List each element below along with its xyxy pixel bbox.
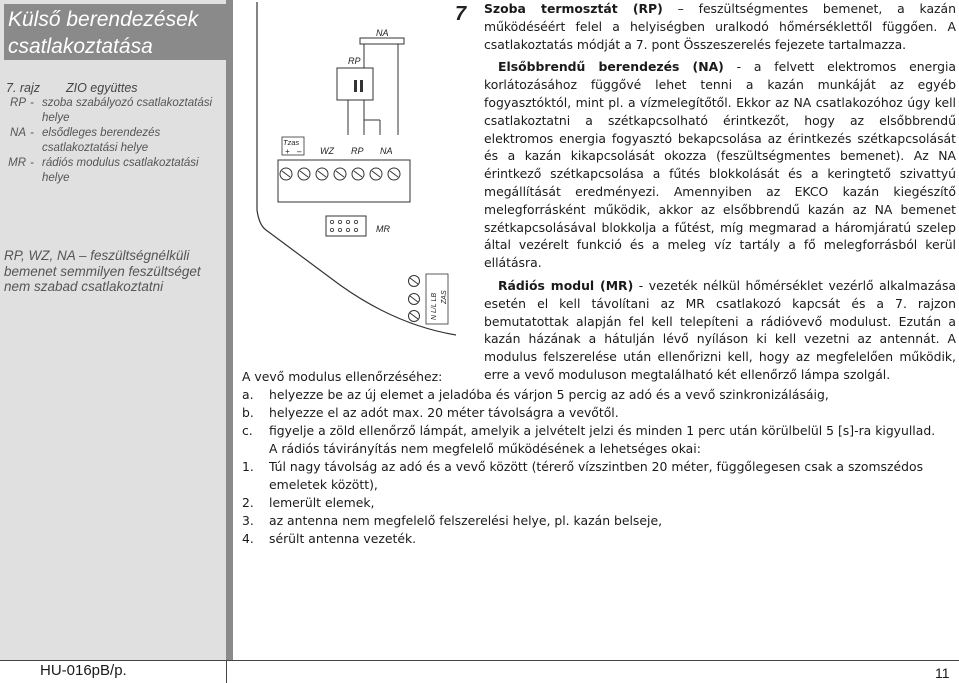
legend-item [4, 156, 224, 186]
list-item [242, 494, 956, 512]
na-connector [360, 38, 404, 44]
priority-device-text: - a felvett elektromos energia korlátozásához függővé lehet tenni a kazán munkáját az egyéb fogyasztóktól, mint pl. a vízmelegítőtől. Ekkor az NA csatlakozóhoz úgy kell csatlakoztatni a szétkapcsolható érintkezőt, hogy az elsőbbrendű elektromos energia fogyasztó bekapcsolása az érintkezés szétkapcsolását és a kazán kikapcsolását okozza (feszültségmentes bemenet). Az NA érintkező szétkapcsolása a fűtés blokkolását és a keringtető szivattyú megállítását eredményezi. Amennyiben az EKCO kazán kiegészítő melegforrásként működik, akkor az elsőbbrendű kazán az NA bemenet szétkapcsolásával blokkolja a fűtést, míg megmarad a háromjáratú szelep által vezérelt funkció és a meleg víz tartály a fő melegforrásból kerül ellátásra. [484, 59, 956, 271]
footer-rule [0, 660, 959, 661]
list-marker: a. [242, 387, 254, 402]
sidebar [0, 0, 226, 660]
receiver-check-section [242, 368, 956, 548]
na-terminal-label: NA [380, 146, 393, 156]
legend-dash: - [30, 157, 34, 169]
list-text: helyezze be az új elemet a jeladóba és várjon 5 percig az adó és a vevő szinkronizálásáig, [269, 387, 829, 402]
list-item [242, 386, 956, 404]
list-marker: 3. [242, 513, 254, 528]
rp-top-label: RP [348, 56, 361, 66]
legend-dash: - [30, 127, 34, 139]
legend-item [4, 126, 224, 156]
list-marker: 2. [242, 495, 254, 510]
list-text: az antenna nem megfelelő felszerelési helye, pl. kazán belseje, [269, 513, 663, 528]
legend-desc: szoba szabályozó csatlakoztatási helye [42, 97, 213, 124]
list-text: Túl nagy távolság az adó és a vevő között (térerő vízszintben 20 méter, függőlegesen csak a szomszédos emeletek között), [269, 459, 924, 492]
room-thermostat-text: – feszültségmentes bemenet, a kazán működéséért felel a helyiségben uralkodó hőmérséklettől függően. A csatlakoztatás módját a 7. pont Összeszerelés fejezete tartalmazza. [484, 1, 957, 52]
sidebar-divider [226, 0, 233, 660]
mr-label: MR [376, 224, 390, 234]
zas-label: ZAS [441, 290, 448, 304]
minus-label: – [297, 147, 302, 156]
list-item [242, 422, 956, 440]
mr-connector [326, 216, 366, 236]
terminal-strip-frame [278, 160, 410, 202]
list-item [242, 512, 956, 530]
failure-intro: A rádiós távirányítás nem megfelelő működésének a lehetséges okai: [269, 441, 701, 456]
legend-abbr: NA [10, 127, 26, 139]
legend-desc: rádiós modulus csatlakoztatási helye [42, 157, 199, 184]
mains-vertical-label: N L/L LB [431, 292, 438, 320]
page-number: 11 [935, 665, 950, 681]
section-number: 7 [455, 3, 467, 25]
figure-legend [4, 80, 224, 186]
rp-terminal-label: RP [351, 146, 364, 156]
tzas-label: Tzas [283, 138, 300, 147]
list-item [242, 404, 956, 422]
list-marker: b. [242, 405, 254, 420]
doc-code: HU-016pB/p. [40, 662, 127, 679]
mains-terminals [409, 276, 420, 322]
figure-title: ZIO együttes [66, 81, 138, 95]
check-intro: A vevő modulus ellenőrzéséhez: [242, 369, 443, 384]
legend-abbr: MR [8, 157, 26, 169]
list-marker: 4. [242, 531, 254, 546]
priority-device-paragraph [484, 58, 956, 272]
list-marker: 1. [242, 459, 254, 474]
screw-terminals [280, 168, 400, 180]
heading-line-1: Külső berendezések [8, 8, 199, 31]
list-item [242, 530, 956, 548]
legend-title [4, 80, 224, 96]
na-top-label: NA [376, 28, 389, 38]
room-thermostat-term: Szoba termosztát (RP) [484, 1, 663, 16]
list-text: helyezze el az adót max. 20 méter távolságra a vevőtől. [269, 405, 619, 420]
radio-module-text: - vezeték nélkül hőmérséklet vezérlő alkalmazása esetén el kell távolítani az MR csatlakozó kapcsát és a 7. rajzon bemutatottak alapján fel kell telepíteni a rádióvevő modulust. Ezután a kazán házának a hátulján lévő nyíláson ki kell vezetni az antennát. A modulus felszerelése után ellenőrizni kell, hogy az megfelelően működik, erre a vevő moduluson megtalálható két ellenőrző lámpa szolgál. [484, 277, 956, 382]
wiring-warning: RP, WZ, NA – feszültségnélküli bemenet semmilyen feszültséget nem szabad csatlakoztatni [4, 248, 201, 294]
legend-dash: - [30, 97, 34, 109]
room-thermostat-paragraph [484, 0, 956, 53]
list-text: sérült antenna vezeték. [269, 531, 417, 546]
wiring-diagram [256, 0, 456, 340]
legend-desc: elsődleges berendezés csatlakoztatási helye [42, 127, 161, 154]
wiring-diagram-svg [256, 0, 456, 340]
list-marker: c. [242, 423, 253, 438]
legend-abbr: RP [10, 97, 26, 109]
priority-device-term: Elsőbbrendű berendezés (NA) [498, 59, 724, 75]
wz-label: WZ [320, 146, 334, 156]
section-heading [4, 4, 226, 60]
heading-line-2: csatlakoztatása [8, 35, 153, 58]
footer-divider [226, 660, 227, 683]
list-item [242, 458, 956, 494]
list-text: figyelje a zöld ellenőrző lámpát, amelyik a jelvételt jelzi és minden 1 perc után körülbelül 5 [s]-ra kigyullad. [269, 423, 936, 438]
list-text: lemerült elemek, [269, 495, 375, 510]
radio-module-term: Rádiós modul (MR) [498, 277, 634, 293]
plus-label: + [285, 147, 290, 156]
main-text [484, 0, 956, 384]
figure-label: 7. rajz [6, 81, 41, 95]
legend-item [4, 96, 224, 126]
